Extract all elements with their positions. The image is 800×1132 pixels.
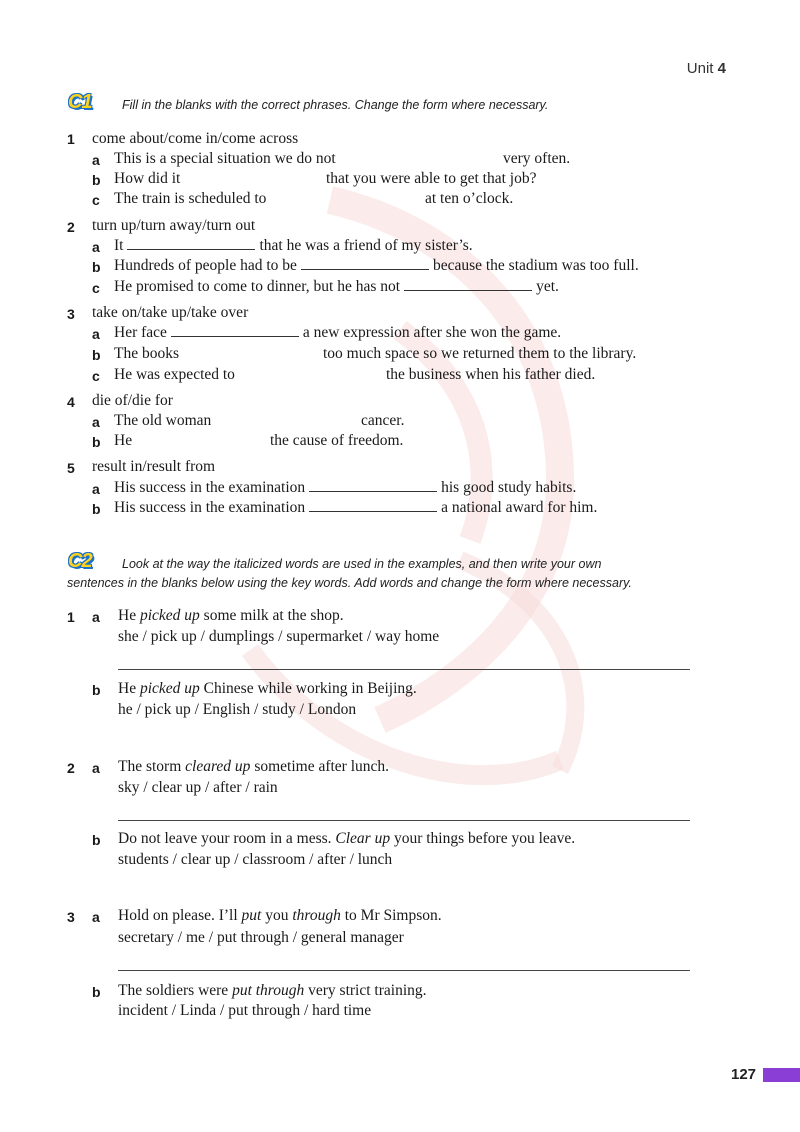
c2-q3a-example: Hold on please. I’ll put you through to Mr Simpson. (118, 907, 442, 924)
c1-q4b-letter: b (92, 434, 101, 450)
c2-q3b-keywords: incident / Linda / put through / hard time (118, 1002, 372, 1019)
c2-q3-number: 3 (67, 909, 75, 925)
c1-q4-phrases: die of/die for (92, 392, 173, 409)
c1-q2b-letter: b (92, 259, 101, 275)
c2-instruction-line2: sentences in the blanks below using the key words. Add words and change the form where necessary. (67, 576, 632, 590)
c1-q1a-text-after: very often. (503, 150, 571, 167)
c2-q3a-answer-line[interactable] (118, 970, 690, 971)
c2-q1b-example: He picked up Chinese while working in Beijing. (118, 680, 417, 697)
page-number: 127 (731, 1066, 757, 1083)
c1-q2b-line: Hundreds of people had to be because the stadium was too full. (114, 257, 639, 274)
c1-q2-phrases: turn up/turn away/turn out (92, 217, 256, 234)
c1-q1c-text-before: The train is scheduled to (114, 190, 267, 207)
c1-q5-phrases: result in/result from (92, 458, 216, 475)
c1-q1a-text-before: This is a special situation we do not (114, 150, 336, 167)
c2-q3a-letter: a (92, 909, 100, 925)
c1-badge: C1 (68, 91, 92, 113)
c2-q2b-example: Do not leave your room in a mess. Clear up your things before you leave. (118, 830, 576, 847)
c1-q1-number: 1 (67, 131, 75, 147)
answer-blank[interactable] (309, 479, 437, 492)
c1-q2-number: 2 (67, 219, 75, 235)
c1-q1c-text-after: at ten o’clock. (425, 190, 514, 207)
c1-instruction: Fill in the blanks with the correct phrases. Change the form where necessary. (122, 98, 549, 112)
unit-label: Unit 4 (686, 60, 726, 77)
c1-q1b-letter: b (92, 172, 101, 188)
c2-q1a-example: He picked up some milk at the shop. (118, 607, 344, 624)
c1-q2c-letter: c (92, 280, 100, 296)
answer-blank[interactable] (127, 237, 255, 250)
c1-q3b-text-before: The books (114, 345, 180, 362)
c1-q1b-text-before: How did it (114, 170, 181, 187)
c1-q5a-letter: a (92, 481, 100, 497)
c1-q3c-letter: c (92, 368, 100, 384)
c1-q3b-letter: b (92, 347, 101, 363)
c1-q4b-text-after: the cause of freedom. (270, 432, 404, 449)
c1-q4a-text-before: The old woman (114, 412, 212, 429)
c1-q4a-text-after: cancer. (361, 412, 405, 429)
c1-q5a-line: His success in the examination his good study habits. (114, 479, 577, 496)
c2-q2a-keywords: sky / clear up / after / rain (118, 779, 278, 796)
answer-blank[interactable] (309, 499, 437, 512)
c2-q2a-answer-line[interactable] (118, 820, 690, 821)
c2-q3b-example: The soldiers were put through very strict training. (118, 982, 427, 999)
c1-q3c-text-before: He was expected to (114, 366, 235, 383)
answer-blank[interactable] (301, 257, 429, 270)
c2-q2a-letter: a (92, 760, 100, 776)
c1-q2a-letter: a (92, 239, 100, 255)
c1-q4a-letter: a (92, 414, 100, 430)
c1-q1a-letter: a (92, 152, 100, 168)
c1-q1c-letter: c (92, 192, 100, 208)
c1-q5-number: 5 (67, 460, 75, 476)
c2-badge: C2 (68, 550, 92, 572)
c1-q3-phrases: take on/take up/take over (92, 304, 249, 321)
c1-q3c-text-after: the business when his father died. (386, 366, 596, 383)
c2-q1a-letter: a (92, 609, 100, 625)
answer-blank[interactable] (171, 324, 299, 337)
c2-q2-number: 2 (67, 760, 75, 776)
c2-q3a-keywords: secretary / me / put through / general manager (118, 929, 404, 946)
c2-q2b-keywords: students / clear up / classroom / after / lunch (118, 851, 393, 868)
c1-q2c-line: He promised to come to dinner, but he has not yet. (114, 278, 559, 295)
c2-q2b-letter: b (92, 832, 101, 848)
c1-q3a-line: Her face a new expression after she won the game. (114, 324, 562, 341)
c1-q3b-text-after: too much space so we returned them to the library. (323, 345, 637, 362)
answer-blank[interactable] (404, 278, 532, 291)
c1-q1b-text-after: that you were able to get that job? (326, 170, 537, 187)
c1-q4-number: 4 (67, 394, 75, 410)
c1-q5b-letter: b (92, 501, 101, 517)
c2-q1-number: 1 (67, 609, 75, 625)
c2-instruction-line1: Look at the way the italicized words are used in the examples, and then write your own (122, 557, 602, 571)
c1-q5b-line: His success in the examination a national award for him. (114, 499, 598, 516)
c2-q3b-letter: b (92, 984, 101, 1000)
c1-q3a-letter: a (92, 326, 100, 342)
c1-q2a-line: It that he was a friend of my sister’s. (114, 237, 473, 254)
c1-q3-number: 3 (67, 306, 75, 322)
c2-q1a-keywords: she / pick up / dumplings / supermarket / way home (118, 628, 440, 645)
c2-q2a-example: The storm cleared up sometime after lunch. (118, 758, 390, 775)
c2-q1b-keywords: he / pick up / English / study / London (118, 701, 357, 718)
page-accent-bar (763, 1068, 800, 1082)
c2-q1a-answer-line[interactable] (118, 669, 690, 670)
c1-q4b-text-before: He (114, 432, 133, 449)
c1-q1-phrases: come about/come in/come across (92, 130, 299, 147)
c2-q1b-letter: b (92, 682, 101, 698)
